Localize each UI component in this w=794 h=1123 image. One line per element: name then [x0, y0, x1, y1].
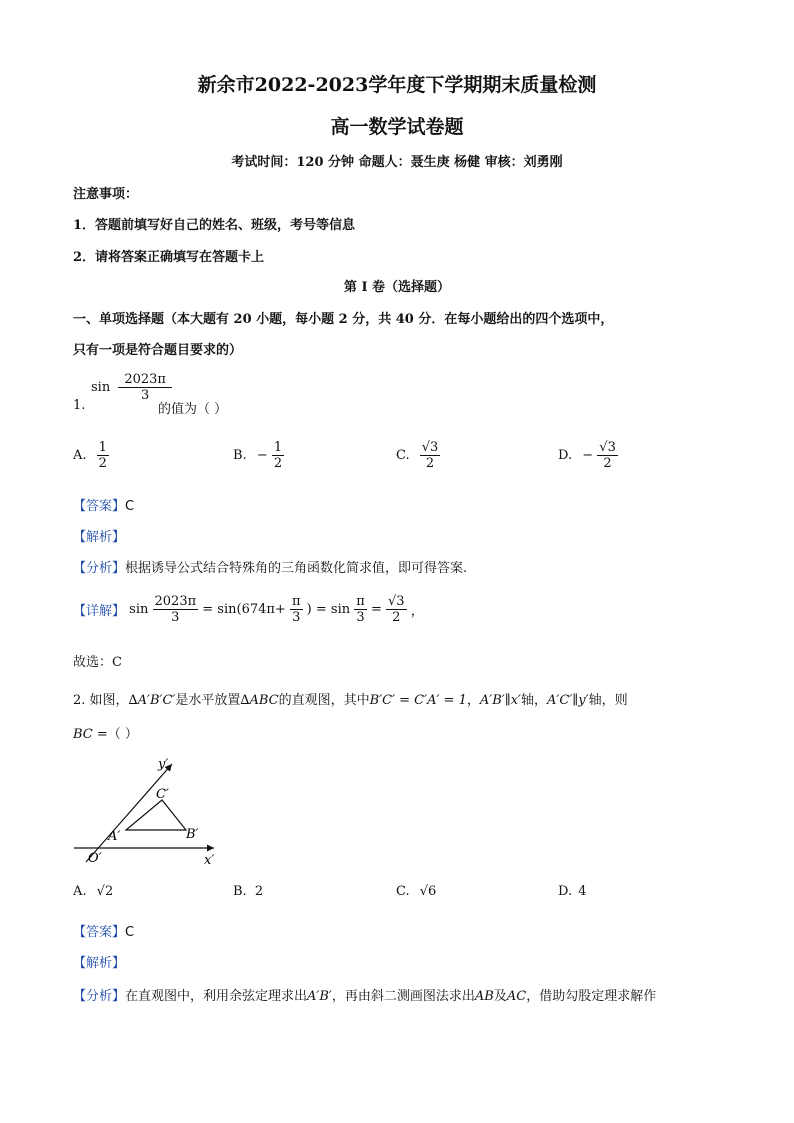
- option-fraction: [97, 440, 109, 471]
- answer-value: C: [125, 925, 135, 940]
- frac-den: 2: [273, 456, 283, 471]
- answer-tag: 【答案】: [73, 499, 126, 514]
- fenxi-text: ，借助勾股定理求解作: [526, 989, 657, 1004]
- xiangjie-tag: 【详解】: [73, 604, 126, 619]
- q2-text: 轴，: [521, 693, 548, 708]
- frac-num: π: [291, 594, 301, 609]
- q2-stem-line1: [73, 689, 628, 708]
- fenxi-text: 及: [493, 989, 507, 1004]
- frac-num: 1: [98, 440, 107, 455]
- frac-num: √3: [599, 440, 616, 455]
- notes-item-2: 2．请将答案正确填写在答题卡上: [73, 250, 265, 265]
- fenxi-tag: 【分析】: [73, 561, 126, 576]
- q2-text: （ ）: [107, 727, 138, 742]
- detail-frac-1: [153, 594, 199, 625]
- option-label: B.: [233, 884, 247, 899]
- detail-frac-2: [290, 594, 303, 625]
- option-label: C.: [396, 884, 410, 899]
- q2-option-b: [233, 884, 263, 899]
- q2-option-a: [73, 884, 113, 899]
- frac-den: 3: [292, 610, 301, 625]
- q1-frac-den: 3: [141, 388, 150, 403]
- option-sign: −: [256, 448, 268, 463]
- detail-part-b: = sin(674π+: [202, 602, 286, 617]
- q2-expr: BC =: [73, 727, 108, 742]
- detail-part-e: ，: [410, 604, 424, 619]
- q2-triangle-1: ∆A′B′C′: [128, 693, 176, 708]
- frac-num: 2023π: [154, 594, 197, 609]
- q1-option-a: [73, 440, 109, 471]
- detail-part-c: ) = sin: [306, 602, 351, 617]
- q1-tail: 的值为（ ）: [158, 402, 228, 417]
- q2-text: 的直观图，其中: [278, 693, 370, 708]
- option-sign: −: [582, 448, 594, 463]
- option-label: D.: [558, 884, 573, 899]
- q1-option-d: [558, 440, 618, 471]
- option-label: A.: [73, 884, 87, 899]
- q2-text: ，: [466, 693, 480, 708]
- vertex-c-label: C′: [156, 787, 169, 802]
- q1-option-b: [233, 440, 284, 471]
- fenxi-term: AC: [506, 989, 527, 1004]
- section-instruction-1: 一、单项选择题（本大题有 20 小题，每小题 2 分，共 40 分．在每小题给出的四个选项中，: [73, 312, 614, 327]
- exam-meta: 考试时间：120 分钟 命题人：聂生庚 杨健 审核：刘勇刚: [231, 155, 563, 170]
- q2-answer-row: [73, 921, 134, 940]
- q2-text: 2. 如图，: [73, 693, 129, 708]
- q2-text: 是水平放置: [175, 693, 241, 708]
- frac-den: 2: [425, 456, 435, 471]
- fenxi-text: ，再由斜二测画图法求出: [331, 989, 475, 1004]
- fenxi-term: A′B′: [307, 989, 332, 1004]
- detail-frac-4: [386, 594, 407, 625]
- option-value: 2: [254, 884, 264, 899]
- q1-analysis-row: [73, 526, 125, 545]
- frac-den: 3: [356, 610, 365, 625]
- q2-option-c: [396, 884, 436, 899]
- q2-condition-3: A′C′∥y′: [547, 693, 589, 708]
- frac-num: π: [356, 594, 365, 609]
- option-fraction: [597, 440, 618, 471]
- option-value: 4: [578, 884, 587, 899]
- analysis-tag: 【解析】: [73, 530, 126, 545]
- detail-sin: sin: [129, 602, 149, 617]
- frac-num: √3: [421, 440, 439, 455]
- frac-num: 1: [273, 440, 283, 455]
- q2-fenxi-row: [73, 985, 656, 1004]
- q2-triangle-2: ∆ABC: [240, 693, 279, 708]
- detail-part-d: =: [370, 602, 382, 617]
- fenxi-text: 在直观图中，利用余弦定理求出: [125, 989, 308, 1004]
- option-label: B.: [233, 448, 247, 463]
- vertex-a-label: A′: [108, 829, 121, 844]
- q2-figure: [70, 752, 230, 868]
- q1-conclusion: 故选：C: [73, 655, 122, 670]
- q2-condition-1: B′C′ = C′A′ = 1: [369, 693, 467, 708]
- q1-option-c: [396, 440, 440, 471]
- q1-number: 1.: [73, 398, 86, 413]
- option-value: √6: [419, 884, 437, 899]
- exam-subtitle: 高一数学试卷题: [330, 116, 464, 138]
- x-axis-label: x′: [204, 853, 215, 868]
- notes-item-1: 1．答题前填写好自己的姓名、班级，考号等信息: [73, 218, 356, 233]
- frac-den: 3: [171, 610, 180, 625]
- q2-analysis-row: [73, 952, 125, 971]
- q2-text: 轴，则: [588, 693, 628, 708]
- y-axis: [86, 764, 172, 862]
- frac-den: 2: [98, 456, 107, 471]
- q1-answer-row: [73, 495, 134, 514]
- fenxi-text: 根据诱导公式结合特殊角的三角函数化简求值，即可得答案.: [125, 561, 468, 576]
- part-title: 第 I 卷（选择题）: [343, 280, 451, 295]
- exam-title: 新余市2022-2023学年度下学期期末质量检测: [197, 74, 597, 96]
- q1-detail-row: [73, 594, 424, 625]
- q2-condition-2: A′B′∥x′: [479, 693, 522, 708]
- q1-sin: sin: [91, 380, 111, 395]
- notes-heading: 注意事项：: [73, 187, 139, 202]
- q2-stem-line2: [73, 723, 138, 742]
- option-value: √2: [96, 884, 114, 899]
- fenxi-term: AB: [474, 989, 494, 1004]
- frac-num: √3: [387, 594, 405, 609]
- origin-label: O′: [88, 851, 102, 866]
- analysis-tag: 【解析】: [73, 956, 126, 971]
- option-fraction: [272, 440, 284, 471]
- answer-tag: 【答案】: [73, 925, 126, 940]
- triangle-abc: [126, 800, 186, 830]
- q2-option-d: [558, 884, 587, 899]
- option-label: A.: [73, 448, 87, 463]
- frac-den: 2: [603, 456, 612, 471]
- detail-frac-3: [354, 594, 367, 625]
- option-fraction: [420, 440, 441, 471]
- vertex-b-label: B′: [186, 827, 199, 842]
- q1-fenxi-row: [73, 557, 467, 576]
- fenxi-tag: 【分析】: [73, 989, 126, 1004]
- section-instruction-2: 只有一项是符合题目要求的）: [73, 343, 243, 358]
- frac-den: 2: [392, 610, 401, 625]
- option-label: D.: [558, 448, 573, 463]
- q1-frac-num: 2023π: [118, 372, 172, 388]
- option-label: C.: [396, 448, 410, 463]
- answer-value: C: [125, 499, 135, 514]
- y-axis-label: y′: [158, 757, 169, 772]
